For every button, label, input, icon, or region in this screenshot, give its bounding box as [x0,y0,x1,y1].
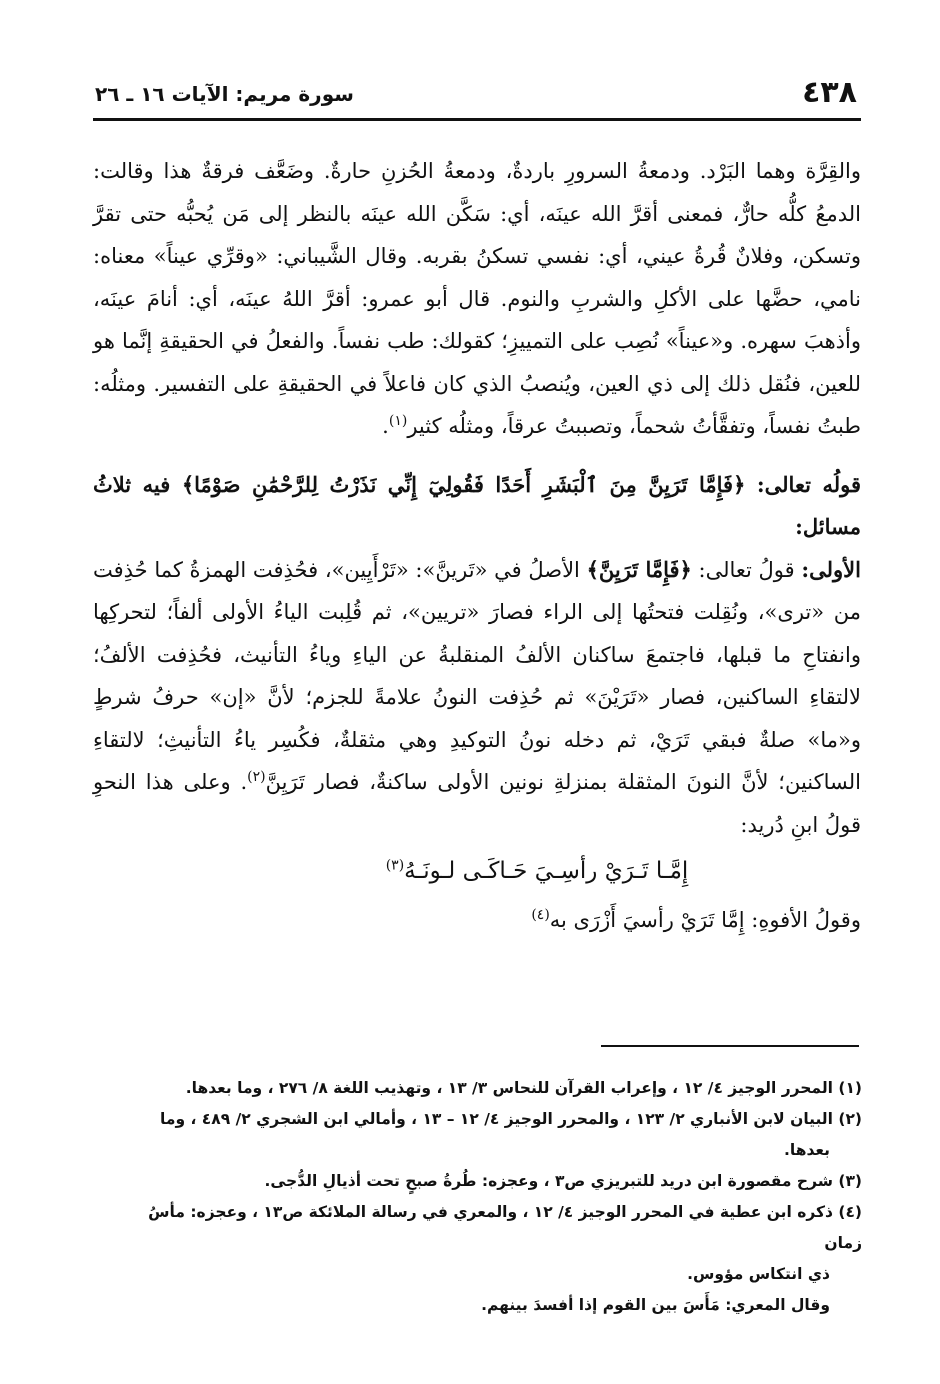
poetry-line-afwah [93,899,861,942]
footnote-ref-2: (٢) [247,769,266,785]
main-text [93,150,861,941]
poetry-intro: وقولُ الأفوهِ: [744,907,861,932]
issue-one-paragraph [93,549,861,847]
footnote-ref-3: (٣) [385,857,405,874]
footnotes [130,1073,862,1321]
quran-verse: ﴿فَإِمَّا تَرَيِنَّ مِنَ ٱلْبَشَرِ أَحَدًا فَقُولِيٓ إِنِّي نَذَرْتُ لِلرَّحْمَٰنِ صَوْمًا﴾ [181,471,746,497]
running-title: سورة مريم: الآيات ١٦ ـ ٢٦ [95,82,354,106]
footnote-1: (١) المحرر الوجيز ٤/ ١٢ ، وإعراب القرآن للنحاس ٣/ ١٣ ، وتهذيب اللغة ٨/ ٢٧٦ ، وما بعدها. [185,1079,862,1097]
poetry-verse-2: إِمَّا تَرَيْ رأسيَ أَزْرَى به [549,907,745,932]
poetry-verse: إِمَّـا تَـرَيْ رأسِـيَ حَـاكَـى لـونَـهُ [404,858,689,884]
verse-intro-label: قولُه تعالى: [745,471,861,497]
quran-verse-fragment: ﴿فَإِمَّا تَرَيِنَّ﴾ [586,556,692,582]
footnote-ref-1: (١) [388,413,408,429]
footnote-2-continued: بعدها. [784,1141,830,1159]
footnote-4-note: وقال المعري: مَأَسَ بين القوم إذا أفسدَ بينهم. [481,1296,830,1314]
paragraph-text: والقِرَّة وهما البَرْد. ودمعةُ السرورِ باردةٌ، ودمعةُ الحُزنِ حارةٌ. وضَعَّف فرقةٌ هذا وقالت: الدمعُ كلُّه حارٌّ، فمعنى أقرَّ الله عينَه، أي: سَكَّن الله عينَه بالنظر إلى مَن يُحبُّه حتى تقرَّ وتسكن، وفلانٌ قُرةُ عيني، أي: نفسي تسكنُ بقربه. وقال الشَّيباني: «وقرِّي عيناً» معناه: نامي، حضَّها على الأكلِ والشربِ والنوم. قال أبو عمرو: أقرَّ اللهُ عينَه، أي: أنامَ عينَه، وأذهبَ سهره. و«عيناً» نُصِب على التمييزِ؛ كقولك: طب نفساً. والفعلُ في الحقيقةِ إنَّما هو للعين، فنُقل ذلك إلى ذي العين، ويُنصبُ الذي كان فاعلاً في الحقيقةِ على التفسير. ومثلُه: طبتُ نفساً، وتفقَّأتُ شحماً، وتصببتُ عرقاً، ومثلُه كثير [93,159,861,438]
paragraph-commentary [93,150,861,448]
paragraph-end: . [382,414,389,438]
issue-one-label: الأولى: [801,556,861,582]
issue-one-end: . وعلى هذا النحوِ قولُ ابنِ دُريد: [93,770,861,837]
issue-one-text: الأصلُ في «تَرينَّ»: «تَرْأَيِين»، فحُذِفت الهمزةُ كما حُذِفت من «ترى»، ونُقِلت فتحتُها إلى الراء فصارَ «تريين»، ثم قُلِبت الياءُ الأولى ألفاً؛ لتحركِها وانفتاحِ ما قبلها، فاجتمعَ ساكنان الألفُ المنقلبةُ عن الياءِ وياءُ التأنيث، فحُذِفت الألفُ؛ لالتقاءِ الساكنين، فصار «تَرَيْنَ» ثم حُذِفت النونُ علامةً للجزم؛ لأنَّ «إن» حرفُ شرطٍ و«ما» صلةٌ فبقي تَرَيْ، ثم دخله نونُ التوكيدِ وهي مثقلةٌ، فكُسِر ياءُ التأنيثِ؛ لالتقاءِ الساكنين؛ لأنَّ النونَ المثقلة بمنزلةِ نونين الأولى ساكنةٌ، فصار تَرَيِنَّ [93,557,861,794]
poetry-line-ibn-durayd [93,850,861,893]
verse-intro-tail: فيه ثلاثُ مسائل: [93,471,861,539]
issue-one-intro: قولُ تعالى: [691,557,802,582]
footnote-4: (٤) ذكره ابن عطية في المحرر الوجيز ٤/ ١٢ ، والمعري في رسالة الملائكة ص١٣ ، وعجزه: مأسُ زمان [148,1203,862,1252]
footnote-4-continued: ذي انتكاس مؤوس. [687,1265,830,1283]
footnote-3: (٣) شرح مقصورة ابن دريد للتبريزي ص٣ ، وعجزه: طُرةُ صبحٍ تحت أذيالِ الدُّجى. [264,1172,862,1190]
footnote-ref-4: (٤) [531,906,550,923]
verse-intro-paragraph [93,464,861,549]
header-divider [93,118,861,121]
page-number: ٤٣٨ [802,75,857,110]
page-header [95,76,857,116]
footnote-2: (٢) البيان لابن الأنباري ٢/ ١٢٣ ، والمحرر الوجيز ٤/ ١٢ – ١٣ ، وأمالي ابن الشجري ٢/ ٤٨٩ ، وما [160,1110,862,1128]
footnote-divider [601,1045,859,1047]
